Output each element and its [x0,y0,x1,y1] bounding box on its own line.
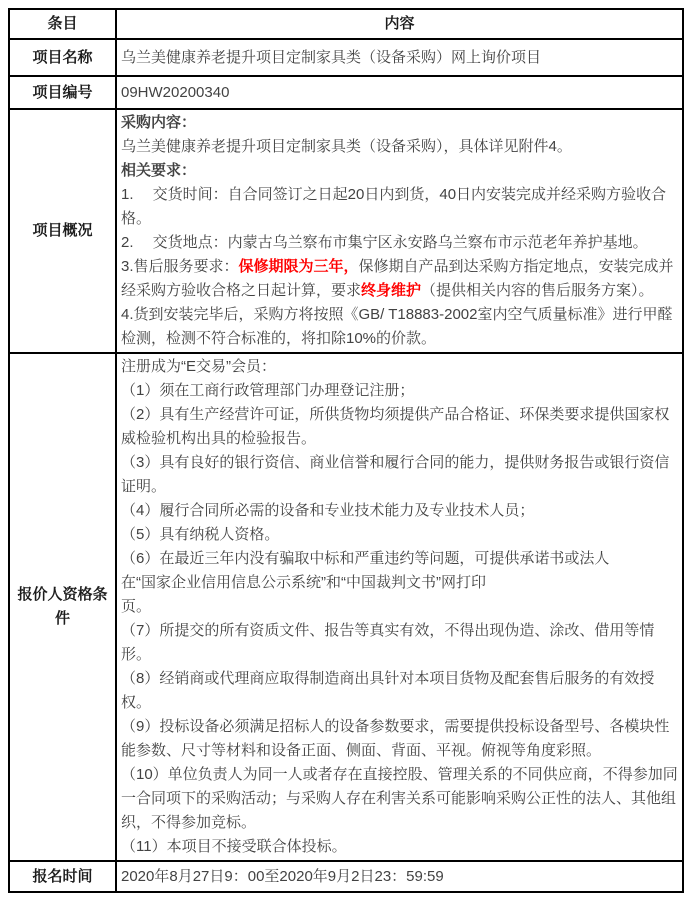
row-registration-time [9,861,683,892]
project-number-label: 项目编号 [9,76,116,109]
qualifications-content [116,353,683,861]
header-row [9,9,683,39]
paragraph [121,231,679,255]
text-run: 页。 [121,598,152,615]
text-run: （3）具有良好的银行资信、商业信誉和履行合同的能力，提供财务报告或银行资信证明。 [121,454,670,495]
text-run: 相关要求： [121,162,197,179]
header-item-column: 条目 [9,9,116,39]
text-run: 保修期自产品到达采购方指定地点，安装完成并经采购方验收合格之日起计算，要求 [121,258,674,299]
text-run: （4）履行合同所必需的设备和专业技术能力及专业技术人员； [121,502,535,519]
paragraph [121,835,679,859]
paragraph [121,451,679,499]
text-run: 1. 交货时间：自合同签订之日起20日内到货，40日内安装完成并经采购方验收合格。 [121,186,667,227]
text-run: （9）投标设备必须满足招标人的设备参数要求，需要提供投标设备型号、各模块性能参数、尺寸等材料和设备正面、侧面、背面、平视。俯视等角度彩照。 [121,718,670,759]
paragraph [121,111,679,135]
paragraph [121,619,679,667]
text-run: （2）具有生产经营许可证，所供货物均须提供产品合格证、环保类要求提供国家权威检验机构出具的检验报告。 [121,406,670,447]
header-content-column: 内容 [116,9,683,39]
text-run: （8）经销商或代理商应取得制造商出具针对本项目货物及配套售后服务的有效授权。 [121,670,655,711]
text-run: 保修期限为三年， [238,258,359,275]
text-run: 采购内容： [121,114,197,131]
text-run: 在“国家企业信用信息公示系统”和“中国裁判文书”网打印 [121,574,486,591]
row-project-name [9,39,683,76]
paragraph [121,523,679,547]
paragraph [121,303,679,351]
paragraph [121,715,679,763]
row-project-number [9,76,683,109]
text-run: 4.货到安装完毕后，采购方将按照《GB/ T18883-2002室内空气质量标准》进行甲醛检测，检测不符合标准的，将扣除10%的价款。 [121,306,673,347]
paragraph [121,763,679,835]
text-run: 终身维护 [361,282,422,299]
paragraph [121,499,679,523]
registration-time-value: 2020年8月27日9：00至2020年9月2日23：59:59 [116,861,683,892]
paragraph [121,595,679,619]
procurement-info-table [8,8,684,893]
text-run: 乌兰美健康养老提升项目定制家具类（设备采购），具体详见附件4。 [121,138,572,155]
project-overview-label: 项目概况 [9,109,116,353]
paragraph [121,135,679,159]
text-run: （11）本项目不接受联合体投标。 [121,838,347,855]
paragraph [121,403,679,451]
text-run: 2. 交货地点：内蒙古乌兰察布市集宁区永安路乌兰察布市示范老年养护基地。 [121,234,648,251]
text-run: 注册成为“E交易”会员： [121,358,276,375]
project-name-value: 乌兰美健康养老提升项目定制家具类（设备采购）网上询价项目 [116,39,683,76]
qualifications-label: 报价人资格条件 [9,353,116,861]
text-run: 3.售后服务要求： [121,258,239,275]
project-overview-content [116,109,683,353]
text-run: （提供相关内容的售后服务方案）。 [421,282,654,299]
paragraph [121,379,679,403]
text-run: （5）具有纳税人资格。 [121,526,280,543]
text-run: （6）在最近三年内没有骗取中标和严重违约等问题，可提供承诺书或法人 [121,550,610,567]
paragraph [121,547,679,571]
project-number-value: 09HW20200340 [116,76,683,109]
paragraph [121,159,679,183]
paragraph [121,571,679,595]
text-run: （7）所提交的所有资质文件、报告等真实有效，不得出现伪造、涂改、借用等情形。 [121,622,655,663]
text-run: （1）须在工商行政管理部门办理登记注册； [121,382,415,399]
registration-time-label: 报名时间 [9,861,116,892]
row-qualifications [9,353,683,861]
paragraph [121,183,679,231]
paragraph [121,667,679,715]
row-project-overview [9,109,683,353]
paragraph [121,255,679,303]
text-run: （10）单位负责人为同一人或者存在直接控股、管理关系的不同供应商，不得参加同一合同项下的采购活动；与采购人存在利害关系可能影响采购公正性的法人、其他组织，不得参加竞标。 [121,766,678,831]
project-name-label: 项目名称 [9,39,116,76]
paragraph [121,355,679,379]
